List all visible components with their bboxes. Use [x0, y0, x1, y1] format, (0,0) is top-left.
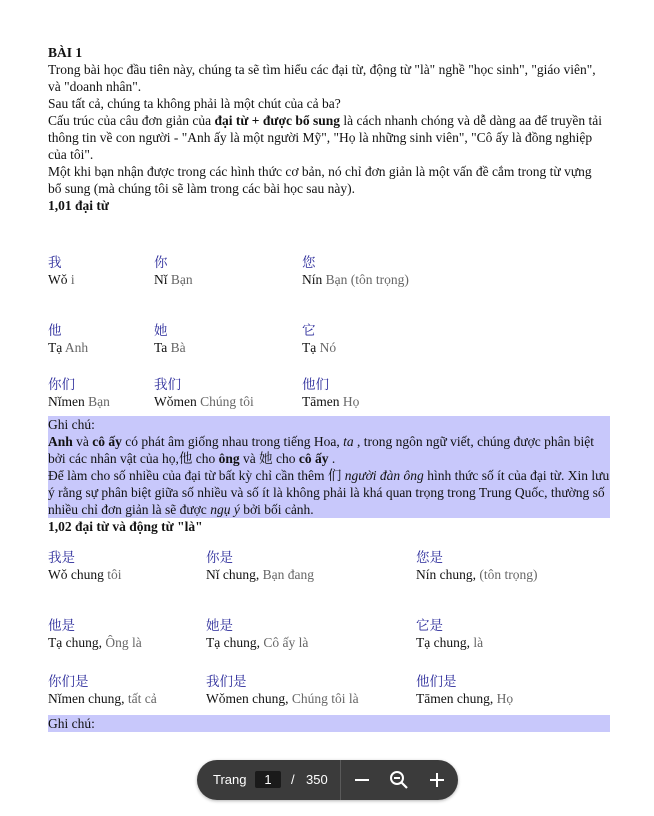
text-run: 他 — [178, 451, 193, 466]
toolbar-divider — [340, 760, 341, 800]
note-line — [48, 433, 610, 467]
magnifier-icon — [387, 768, 411, 792]
note-block-2 — [48, 715, 610, 732]
pinyin: Wǒmen — [154, 394, 197, 409]
meaning: Bạn — [167, 272, 193, 287]
verb-row — [48, 549, 608, 617]
pronoun-cell — [154, 376, 254, 410]
hanzi: 您 — [302, 255, 316, 270]
hanzi: 你 — [154, 255, 168, 270]
text-run: cô ấy — [298, 451, 329, 466]
text-run: Cấu trúc của câu đơn giản của — [48, 113, 215, 128]
meaning: i — [67, 272, 75, 287]
pronoun-cell — [48, 376, 110, 410]
meaning: Nó — [316, 340, 337, 355]
hanzi: 他们是 — [416, 674, 457, 689]
note-line — [48, 467, 610, 518]
verb-cell — [206, 617, 308, 651]
verb-cell — [416, 549, 538, 583]
pinyin: Ta — [154, 340, 168, 355]
text-run: là cách nhanh chóng và dễ dàng aa để truyền tải thông tin về con người - "Anh ấy là một người Mỹ", "Họ là những sinh viên", "Cô ấy là đồng nghiệp của tôi". — [48, 113, 602, 162]
meaning: tôi — [103, 567, 122, 582]
hanzi: 你们 — [48, 377, 75, 392]
text-run: Anh — [48, 434, 73, 449]
section-heading-verb: 1,02 đại từ và động từ "là" — [48, 519, 203, 534]
hanzi: 我们 — [154, 377, 181, 392]
intro-paragraph: Trong bài học đầu tiên này, chúng ta sẽ tìm hiểu các đại từ, động từ "là" nghề "học sinh", "giáo viên", và "doanh nhân". — [48, 62, 596, 94]
zoom-fit-button[interactable] — [387, 768, 411, 792]
verb-cell — [48, 549, 122, 583]
pinyin: Nín chung, — [416, 567, 476, 582]
meaning: là — [469, 635, 484, 650]
pronoun-cell — [48, 254, 75, 288]
hanzi: 您是 — [416, 550, 443, 565]
meaning: Ông là — [101, 635, 142, 650]
pdf-toolbar — [197, 760, 458, 800]
pronoun-cell — [302, 254, 409, 288]
text-run: . — [328, 451, 336, 466]
pronoun-cell — [302, 376, 359, 410]
meaning: tất cả — [124, 691, 157, 706]
hanzi: 我们是 — [206, 674, 247, 689]
meaning: Bà — [167, 340, 186, 355]
pinyin: Tạ — [302, 340, 317, 355]
hanzi: 他 — [48, 323, 62, 338]
verb-cell — [48, 673, 157, 707]
text-run: ông — [218, 451, 240, 466]
pinyin: Tạ chung, — [416, 635, 470, 650]
pinyin: Wǒmen chung, — [206, 691, 289, 706]
meaning: Bạn (tôn trọng) — [322, 272, 409, 287]
hanzi: 它是 — [416, 618, 443, 633]
meaning: Bạn — [84, 394, 110, 409]
verb-cell — [416, 673, 513, 707]
hanzi: 她 — [154, 323, 168, 338]
meaning: Chúng tôi — [196, 394, 254, 409]
meaning: Họ — [339, 394, 360, 409]
verb-cell — [48, 617, 142, 651]
text-run: và — [239, 451, 260, 466]
lesson-title: BÀI 1 — [48, 45, 83, 60]
hanzi: 她是 — [206, 618, 233, 633]
pinyin: Nǐmen chung, — [48, 691, 125, 706]
pronoun-cell — [154, 254, 193, 288]
text-run: 她 — [259, 451, 273, 466]
section-heading-pronouns: 1,01 đại từ — [48, 198, 109, 213]
page-number-input[interactable]: 1 — [255, 771, 281, 788]
structure-paragraph — [48, 112, 608, 163]
text-run: ngụ ý — [210, 502, 240, 517]
text-run: bởi bối cảnh. — [239, 502, 314, 517]
verb-row — [48, 673, 608, 715]
pinyin: Tạ — [48, 340, 63, 355]
zoom-out-button[interactable] — [350, 768, 374, 792]
note-label: Ghi chú: — [48, 417, 95, 432]
text-run: cho — [272, 451, 299, 466]
pinyin: Tạ chung, — [206, 635, 260, 650]
pronoun-cell — [154, 322, 186, 356]
pinyin: Tāmen chung, — [416, 691, 494, 706]
text-run: hình thức số ít của đại từ. Xin lưu ý rằng sự phân biệt giữa số nhiều và số ít là không phải là khá quan trọng trong Trung Quốc, thường số nhiều chỉ đơn giản là sẽ được — [48, 468, 610, 517]
hanzi: 你是 — [206, 550, 233, 565]
meaning: Anh — [62, 340, 89, 355]
pronoun-cell — [48, 322, 88, 356]
hanzi: 他是 — [48, 618, 75, 633]
note-block — [48, 416, 610, 518]
hanzi: 我 — [48, 255, 62, 270]
text-run: Để làm cho số nhiều của đại từ bất kỳ chỉ cần thêm 们 — [48, 468, 345, 483]
text-run: có phát âm giống nhau trong tiếng Hoa, — [121, 434, 344, 449]
pinyin: Nǐ chung, — [206, 567, 260, 582]
meaning: Họ — [493, 691, 514, 706]
text-run: người đàn ông — [344, 468, 424, 483]
total-pages: 350 — [306, 772, 328, 787]
document-page — [48, 44, 608, 732]
meaning: Bạn đang — [259, 567, 314, 582]
pronoun-cell — [302, 322, 336, 356]
minus-icon — [350, 768, 374, 792]
hanzi: 我是 — [48, 550, 75, 565]
pinyin: Nǐmen — [48, 394, 85, 409]
pronoun-row — [48, 254, 608, 322]
meaning: Cô ấy là — [259, 635, 309, 650]
verb-cell — [416, 617, 483, 651]
verb-row — [48, 617, 608, 673]
page-separator: / — [291, 772, 295, 787]
pinyin: Wǒ — [48, 272, 68, 287]
pronoun-row — [48, 322, 608, 376]
text-run: cô ấy — [92, 434, 122, 449]
pinyin: Nǐ — [154, 272, 168, 287]
zoom-in-button[interactable] — [425, 768, 449, 792]
plus-icon — [425, 768, 449, 792]
note-label: Ghi chú: — [48, 716, 95, 731]
verb-cell — [206, 673, 359, 707]
pinyin: Tāmen — [302, 394, 340, 409]
meaning: Chúng tôi là — [288, 691, 359, 706]
hanzi: 你们是 — [48, 674, 89, 689]
basic-form-paragraph: Một khi bạn nhận được trong các hình thức cơ bản, nó chỉ đơn giản là một vấn đề cắm trong từ vựng bổ sung (mà chúng tôi sẽ làm trong các bài học sau này). — [48, 164, 592, 196]
meaning: (tôn trọng) — [476, 567, 538, 582]
question-paragraph: Sau tất cả, chúng ta không phải là một chút của cả ba? — [48, 96, 341, 111]
text-run: và — [72, 434, 93, 449]
pronoun-row — [48, 376, 608, 416]
page-label: Trang — [213, 772, 247, 787]
pinyin: Wǒ chung — [48, 567, 104, 582]
verb-cell — [206, 549, 314, 583]
hanzi: 它 — [302, 323, 316, 338]
text-run: , trong ngôn ngữ viết, chúng được phân biệt bởi các nhân vật của họ, — [48, 434, 594, 466]
text-run: cho — [192, 451, 219, 466]
text-run: đại từ + được bổ sung — [214, 113, 340, 128]
hanzi: 他们 — [302, 377, 329, 392]
pinyin: Nín — [302, 272, 323, 287]
text-run: ta — [343, 434, 354, 449]
pinyin: Tạ chung, — [48, 635, 102, 650]
